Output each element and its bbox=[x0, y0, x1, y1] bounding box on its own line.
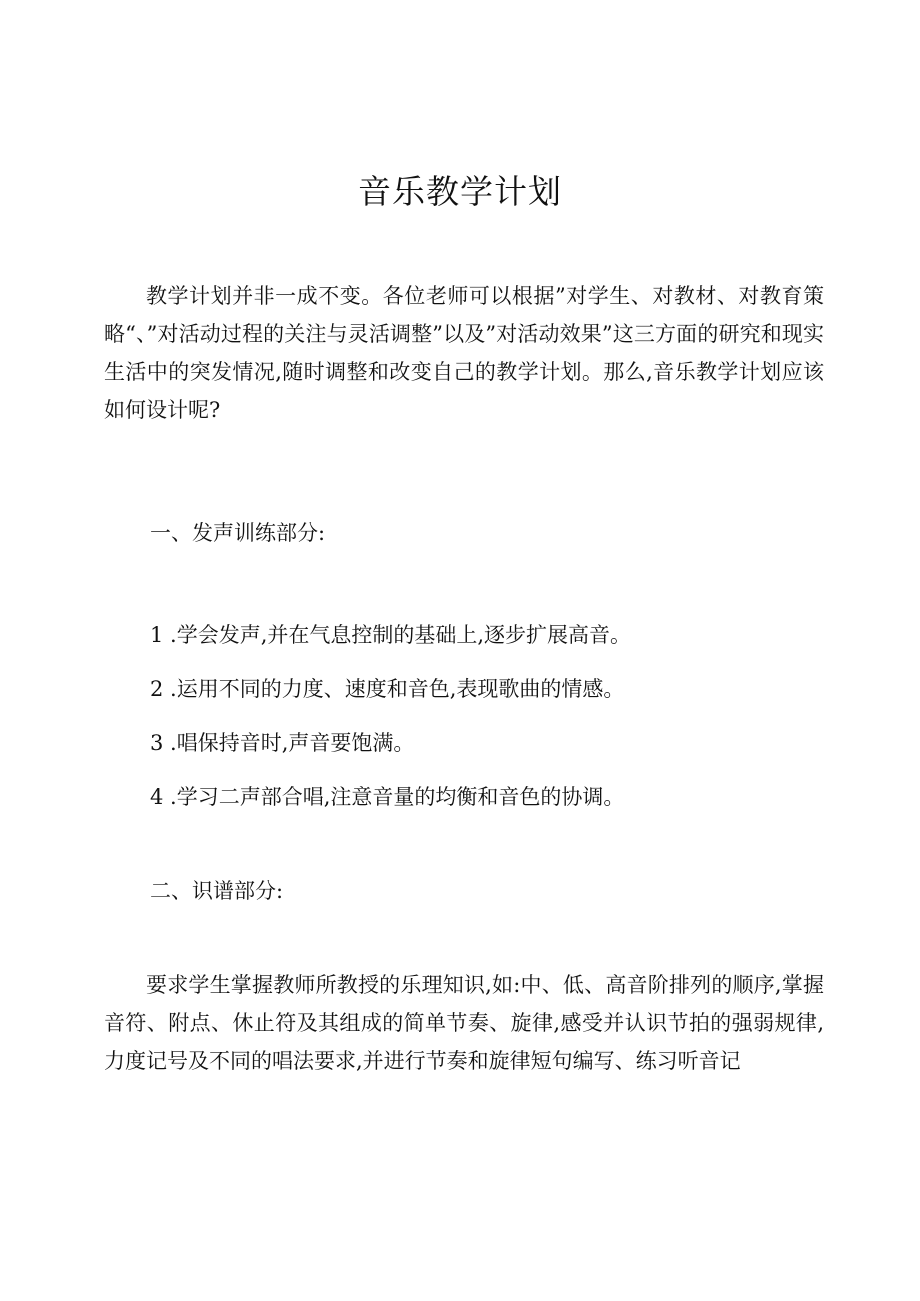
list-item: 1 .学会发声,并在气息控制的基础上,逐步扩展高音。 bbox=[150, 623, 632, 647]
list-item: 4 .学习二声部合唱,注意音量的均衡和音色的协调。 bbox=[150, 785, 625, 809]
notation-paragraph: 要求学生掌握教师所教授的乐理知识,如:中、低、高音阶排列的顺序,掌握音符、附点、休止符及其组成的简单节奏、旋律,感受并认识节拍的强弱规律,力度记号及不同的唱法要求,并进行节奏和旋律短句编写、练习听音记 bbox=[104, 973, 824, 1073]
section-heading-notation: 二、识谱部分: bbox=[150, 879, 284, 903]
list-item: 3 .唱保持音时,声音要饱满。 bbox=[150, 731, 415, 755]
intro-paragraph: 教学计划并非一成不变。各位老师可以根据”对学生、对教材、对教育策略“、”对活动过程的关注与灵活调整”以及”对活动效果”这三方面的研究和现实生活中的突发情况,随时调整和改变自己的教学计划。那么,音乐教学计划应该如何设计呢? bbox=[104, 284, 824, 422]
document-title: 音乐教学计划 bbox=[358, 172, 562, 211]
section-heading-vocal-training: 一、发声训练部分: bbox=[150, 521, 326, 545]
list-item: 2 .运用不同的力度、速度和音色,表现歌曲的情感。 bbox=[150, 677, 625, 701]
